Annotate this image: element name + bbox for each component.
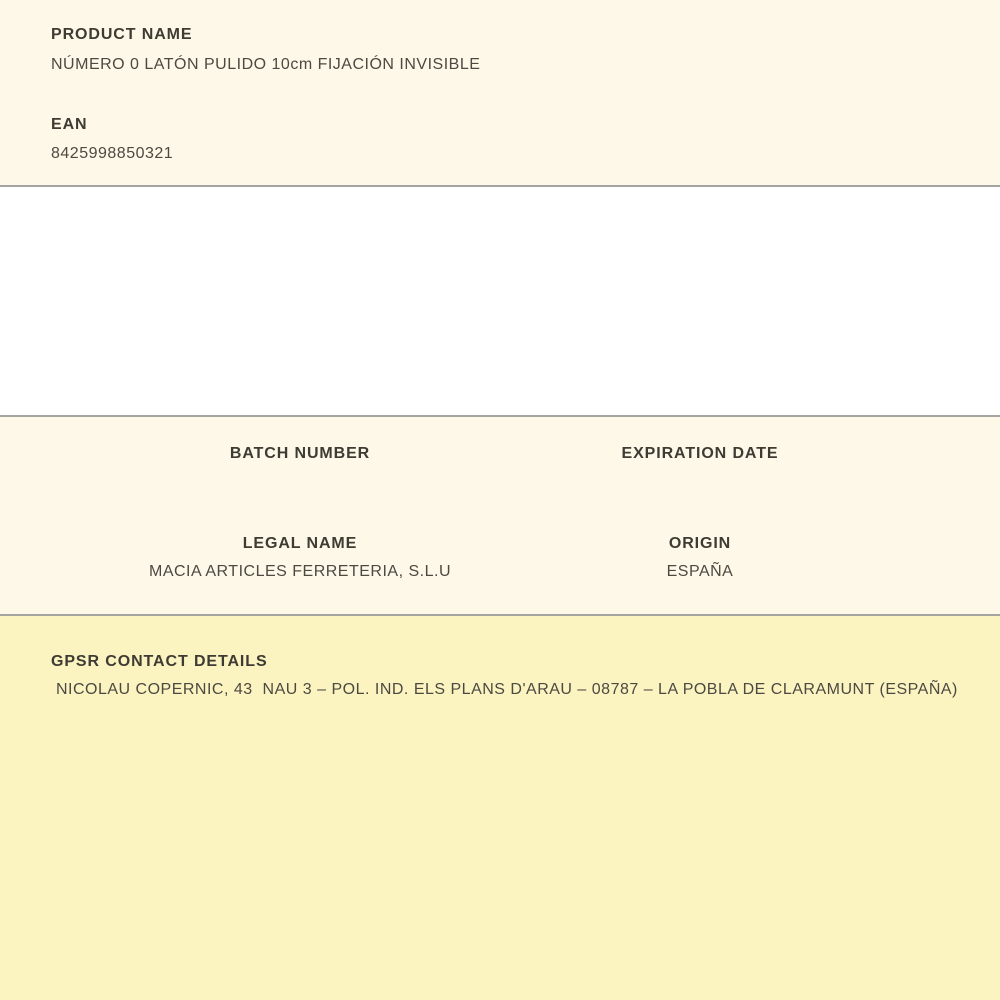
expiration-date-label: EXPIRATION DATE [621, 445, 779, 462]
origin-value: ESPAÑA [666, 563, 734, 580]
gpsr-contact-label: GPSR CONTACT DETAILS [51, 653, 268, 670]
product-details-section [0, 417, 1000, 614]
product-name-value: NÚMERO 0 LATÓN PULIDO 10cm FIJACIÓN INVISIBLE [51, 56, 481, 73]
details-grid [100, 444, 900, 582]
legal-name-label: LEGAL NAME [242, 535, 358, 552]
gpsr-contact-section [0, 616, 1000, 1000]
gpsr-contact-address: NICOLAU COPERNIC, 43 NAU 3 – POL. IND. ELS PLANS D'ARAU – 08787 – LA POBLA DE CLARAMUNT (ESPAÑA) [51, 681, 958, 698]
ean-value: 8425998850321 [51, 145, 174, 162]
product-name-label: PRODUCT NAME [51, 26, 193, 43]
ean-label: EAN [51, 116, 88, 133]
product-header-section [0, 0, 1000, 185]
batch-number-label: BATCH NUMBER [229, 445, 371, 462]
legal-name-value: MACIA ARTICLES FERRETERIA, S.L.U [149, 563, 451, 580]
origin-label: ORIGIN [668, 535, 732, 552]
product-image-area [0, 187, 1000, 415]
